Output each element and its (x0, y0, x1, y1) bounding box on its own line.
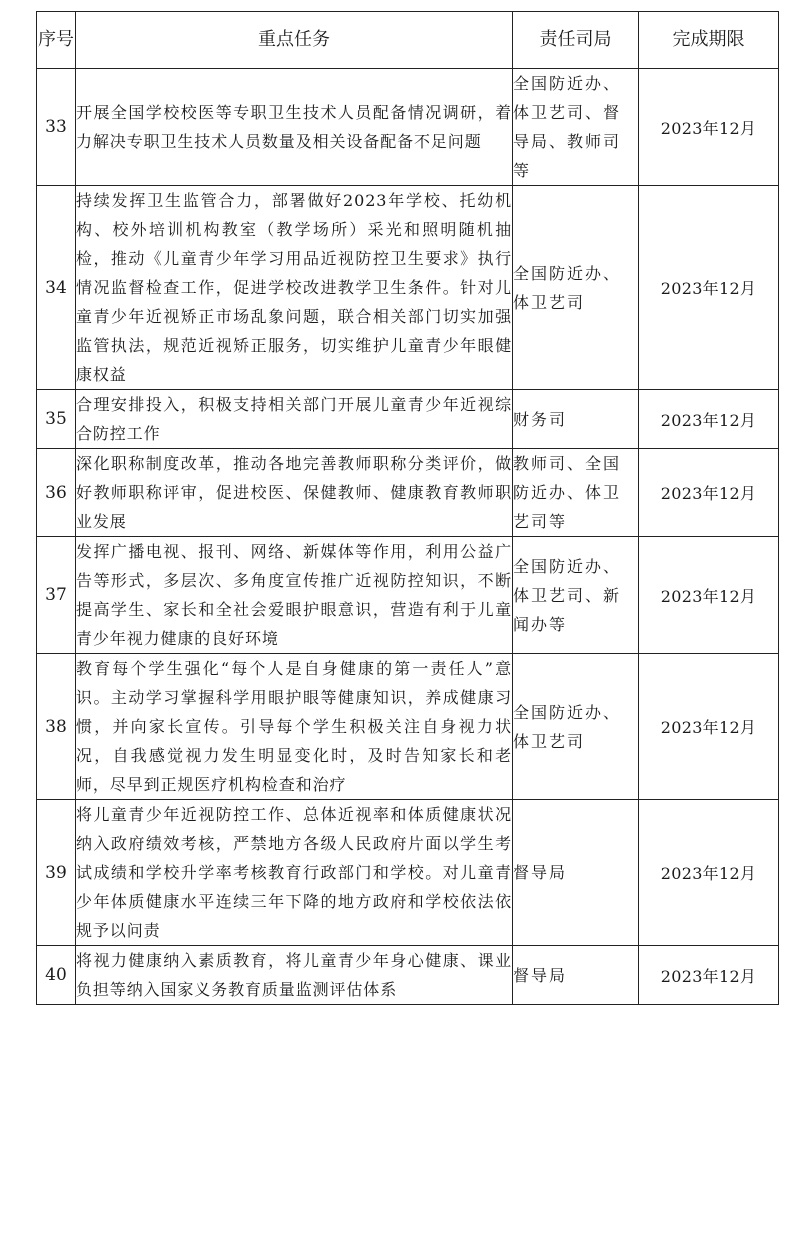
row-dept: 教师司、全国防近办、体卫艺司等 (513, 449, 639, 537)
header-deadline: 完成期限 (639, 12, 779, 69)
row-seq: 33 (37, 69, 76, 186)
table-row (37, 449, 779, 537)
row-deadline: 2023年12月 (639, 537, 779, 654)
row-deadline: 2023年12月 (639, 654, 779, 800)
table-row (37, 537, 779, 654)
row-deadline: 2023年12月 (639, 69, 779, 186)
row-dept: 财务司 (513, 390, 639, 449)
row-seq: 37 (37, 537, 76, 654)
row-deadline: 2023年12月 (639, 946, 779, 1005)
key-tasks-table (36, 11, 779, 1005)
table-row (37, 654, 779, 800)
header-dept: 责任司局 (513, 12, 639, 69)
table-header-row (37, 12, 779, 69)
row-task: 深化职称制度改革，推动各地完善教师职称分类评价，做好教师职称评审，促进校医、保健教师、健康教育教师职业发展 (76, 449, 513, 537)
row-dept: 全国防近办、体卫艺司 (513, 654, 639, 800)
row-deadline: 2023年12月 (639, 186, 779, 390)
row-dept: 督导局 (513, 800, 639, 946)
row-deadline: 2023年12月 (639, 800, 779, 946)
header-seq: 序号 (37, 12, 76, 69)
row-task: 发挥广播电视、报刊、网络、新媒体等作用，利用公益广告等形式，多层次、多角度宣传推广近视防控知识，不断提高学生、家长和全社会爱眼护眼意识，营造有利于儿童青少年视力健康的良好环境 (76, 537, 513, 654)
row-seq: 36 (37, 449, 76, 537)
header-task: 重点任务 (76, 12, 513, 69)
row-seq: 34 (37, 186, 76, 390)
row-deadline: 2023年12月 (639, 449, 779, 537)
row-seq: 40 (37, 946, 76, 1005)
row-deadline: 2023年12月 (639, 390, 779, 449)
row-dept: 督导局 (513, 946, 639, 1005)
row-task: 将视力健康纳入素质教育，将儿童青少年身心健康、课业负担等纳入国家义务教育质量监测评估体系 (76, 946, 513, 1005)
row-task: 教育每个学生强化“每个人是自身健康的第一责任人”意识。主动学习掌握科学用眼护眼等健康知识，养成健康习惯，并向家长宣传。引导每个学生积极关注自身视力状况，自我感觉视力发生明显变化时，及时告知家长和老师，尽早到正规医疗机构检查和治疗 (76, 654, 513, 800)
table-row (37, 390, 779, 449)
row-seq: 39 (37, 800, 76, 946)
row-task: 开展全国学校校医等专职卫生技术人员配备情况调研，着力解决专职卫生技术人员数量及相关设备配备不足问题 (76, 69, 513, 186)
row-task: 持续发挥卫生监管合力，部署做好2023年学校、托幼机构、校外培训机构教室（教学场所）采光和照明随机抽检，推动《儿童青少年学习用品近视防控卫生要求》执行情况监督检查工作，促进学校改进教学卫生条件。针对儿童青少年近视矫正市场乱象问题，联合相关部门切实加强监管执法，规范近视矫正服务，切实维护儿童青少年眼健康权益 (76, 186, 513, 390)
table-row (37, 946, 779, 1005)
row-seq: 35 (37, 390, 76, 449)
table-row (37, 69, 779, 186)
row-dept: 全国防近办、体卫艺司 (513, 186, 639, 390)
row-dept: 全国防近办、体卫艺司、新闻办等 (513, 537, 639, 654)
table-row (37, 800, 779, 946)
row-seq: 38 (37, 654, 76, 800)
row-task: 将儿童青少年近视防控工作、总体近视率和体质健康状况纳入政府绩效考核，严禁地方各级人民政府片面以学生考试成绩和学校升学率考核教育行政部门和学校。对儿童青少年体质健康水平连续三年下降的地方政府和学校依法依规予以问责 (76, 800, 513, 946)
row-task: 合理安排投入，积极支持相关部门开展儿童青少年近视综合防控工作 (76, 390, 513, 449)
table-row (37, 186, 779, 390)
row-dept: 全国防近办、体卫艺司、督导局、教师司等 (513, 69, 639, 186)
